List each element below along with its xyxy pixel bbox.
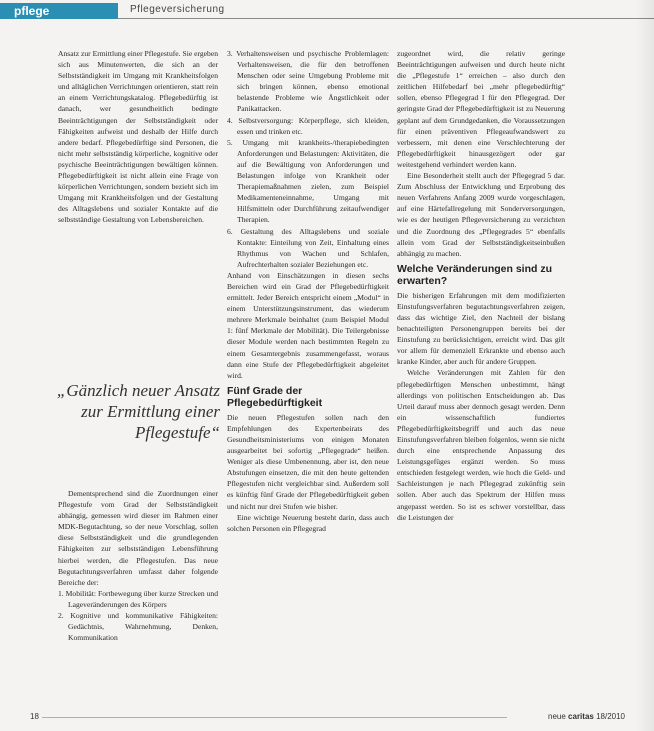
publication-name: caritas <box>568 712 594 721</box>
column-1-bottom <box>58 488 218 643</box>
publication-info <box>548 712 625 721</box>
paragraph: Anhand von Einschätzungen in diesen sechs Bereichen wird ein Grad der Pflegebedürftigkeit ermittelt. Jeder Bereich entspricht einem „Modul“ in einem Unterstützungsinstrument, das wiederum mehrere Merkmale beinhaltet (zum Beispiel Modul 1: fünf Merkmale der Mobilität). Die Teilergebnisse dieser Module werden nach bestimmten Regeln zu einem Gesamtergebnis zusammengefasst, woraus dann eine Stufe der Pflegebedürftigkeit abgeleitet wird. <box>227 270 389 380</box>
column-1-top <box>58 48 218 226</box>
subheading: Welche Veränderungen sind zu erwarten? <box>397 262 553 287</box>
page-number: 18 <box>30 712 39 721</box>
paragraph: Die neuen Pflegestufen sollen nach den Empfehlungen des Expertenbeirats des Gesundheitsministeriums von einigen Monaten ausgearbeitet bei sofortig „Pflegegrade“ heißen. Weniger als diese Umbenennung, aber ist, den neue Abstufungen einsetzen, die mit den heute geltenden Pflegestufen nicht vergleichbar sind. Außerdem soll es künftig fünf Grade der Pflegebedürftigkeit geben und nicht nur drei Stufen wie bisher. <box>227 412 389 511</box>
list-item: 5. Umgang mit krankheits-/therapiebedingten Anforderungen und Belastungen: Aktivitäten, die auf die Bewältigung von Anforderungen und Belastungen infolge von Krankheit oder Therapiemaßnahmen zielen, zum Beispiel Medikamenteneinnahme, Umgang mit Hilfsmitteln oder Durchführung zeitaufwendiger Therapien. <box>227 137 389 225</box>
pull-quote: „Gänzlich neuer Ansatz zur Ermittlung einer Pflegestufe“ <box>56 381 220 442</box>
paragraph: Dementsprechend sind die Zuordnungen einer Pflegestufe vom Grad der Selbstständigkeit abhängig, gemessen wird dieser im Rahmen einer MDK-Begutachtung, so der neue Vorschlag, sollen diese Selbstständigkeit und die grundlegenden Fähigkeiten zur selbstständigen Lebensführung hierbei werden, die Pflegestufen. Das neue Begutachtungsverfahren umfasst daher folgende Bereiche der: <box>58 489 218 587</box>
paragraph: Eine wichtige Neuerung besteht darin, dass auch solchen Personen ein Pflegegrad <box>227 512 389 533</box>
list-item: 2. Kognitive und kommunikative Fähigkeiten: Gedächtnis, Wahrnehmung, Denken, Kommunikation <box>58 611 218 643</box>
paragraph: Eine Besonderheit stellt auch der Pflegegrad 5 dar. Zum Abschluss der Entwicklung und Erprobung des neuen Verfahrens Anfang 2009 wurde vorgeschlagen, auf eine Härtefallregelung mit Sonderversorgungen, wie es der heutigen Pflegeversicherung zu verzichten und die Zuordnung des „Pflegegrades 5“ ebenfalls allein vom Grad der Selbstständigkeitseinbußen abhängig zu machen. <box>397 171 565 258</box>
scan-shadow <box>636 0 654 731</box>
column-3 <box>397 48 565 523</box>
page-footer <box>30 712 625 724</box>
section-tab: pflege <box>0 3 118 19</box>
list-item: 4. Selbstversorgung: Körperpflege, sich kleiden, essen und trinken etc. <box>227 115 389 136</box>
subheading: Fünf Grade der Pflegebedürftigkeit <box>227 384 323 409</box>
header-rule <box>118 18 654 19</box>
list-item: 6. Gestaltung des Alltagslebens und soziale Kontakte: Einteilung von Zeit, Einhaltung eines Rhythmus von Wachen und Schlafen, Aufrechterhalten sozialer Beziehungen etc. <box>227 226 389 269</box>
paragraph: zugeordnet wird, die relativ geringe Beeinträchtigungen aufweisen und durch heute nicht die „Pflegestufe 1“ erreichen – also durch den zeitlichen Hilfebedarf bei „mehr pflegebedürftig“ sollen, ebenso Pflegegrad I für den Pflegegrad. Der geringste Grad der Pflegebedürftigkeit ist zu Neuerung geplant auf dem Grundgedanken, die Voraussetzungen für einen präventiven Pflegeaufwandswert zu verbessern, mit denen eine Verschlechterung der Pflegebedürftigkeit hinausgezögert oder gar weitestgehend verhindert werden kann. <box>397 49 565 169</box>
issue-number: 18/2010 <box>596 712 625 721</box>
column-2 <box>227 48 389 534</box>
section-title: Pflegeversicherung <box>130 4 225 15</box>
paragraph: Ansatz zur Ermittlung einer Pflegestufe. Sie ergeben sich aus Minutenwerten, die sich an der Selbstständigkeit im Umgang mit Krankheitsfolgen und alltäglichen Verrichtungen orientieren, statt rein an einem Verrichtungskatalog. Pflegebedürftig ist danach, wer gesundheitlich bedingte Beeinträchtigungen der Selbstständigkeit oder Fähigkeiten aufweist und deshalb der Hilfe durch andere bedarf. Pflegebedürftige sind Personen, die nicht mehr selbstständig körperliche, kognitive oder psychische Beeinträchtigungen bewältigen können. Pflegebedürftigkeit ist nicht allein eine Frage von körperlichen Verrichtungen, sondern bezieht sich im Umgang mit Krankheitsfolgen und der Gestaltung des Alltagslebens und sozialer Kontakte auf die selbstständige Gestaltung von Lebensbereichen. <box>58 49 218 225</box>
paragraph: Welche Veränderungen mit Zahlen für den pflegebedürftigen Menschen unbestimmt, hängt allerdings von politischen Entscheidungen ab. Das Urteil darauf muss aber dennoch gesagt werden. Denn ein wissenschaftlich fundiertes Pflegebedürftigkeitsbegriff und auch das neue Einstufungsverfahren bleiben folgenlos, wenn sie nicht durch eine entsprechende Anpassung des Leistungsgefüges ergänzt werden. So muss entschieden festgelegt werden, wie hoch die Geld- und Sachleistungen je nach Pflegegrad zukünftig sein sollen. Aber auch das Spektrum der Hilfen muss angepasst werden. So ist es schwer vorstellbar, dass die Leistungen der <box>397 368 565 522</box>
list-item: 1. Mobilität: Fortbewegung über kurze Strecken und Lageveränderungen des Körpers <box>58 588 218 609</box>
list-item: 3. Verhaltensweisen und psychische Problemlagen: Verhaltensweisen, die für den betroffenen Menschen oder seine Umgebung Probleme mit sich bringen können, ebenso emotional belastende Probleme wie Ängstlichkeit oder Panikattacken. <box>227 49 389 114</box>
publication-prefix: neue <box>548 712 566 721</box>
footer-rule <box>42 717 507 718</box>
paragraph: Die bisherigen Erfahrungen mit dem modifizierten Einstufungsverfahren begutachtungsverfahren zeigen, dass das wichtige Ziel, den Nachteil der bislang benachteiligten Personengruppen bereits bei der Einstufung zu berücksichtigen, erreicht wird. Das gilt vor allem für demenziell Erkrankte und ebenso auch kranke Kinder, aber auch für andere Gruppen. <box>397 290 565 367</box>
